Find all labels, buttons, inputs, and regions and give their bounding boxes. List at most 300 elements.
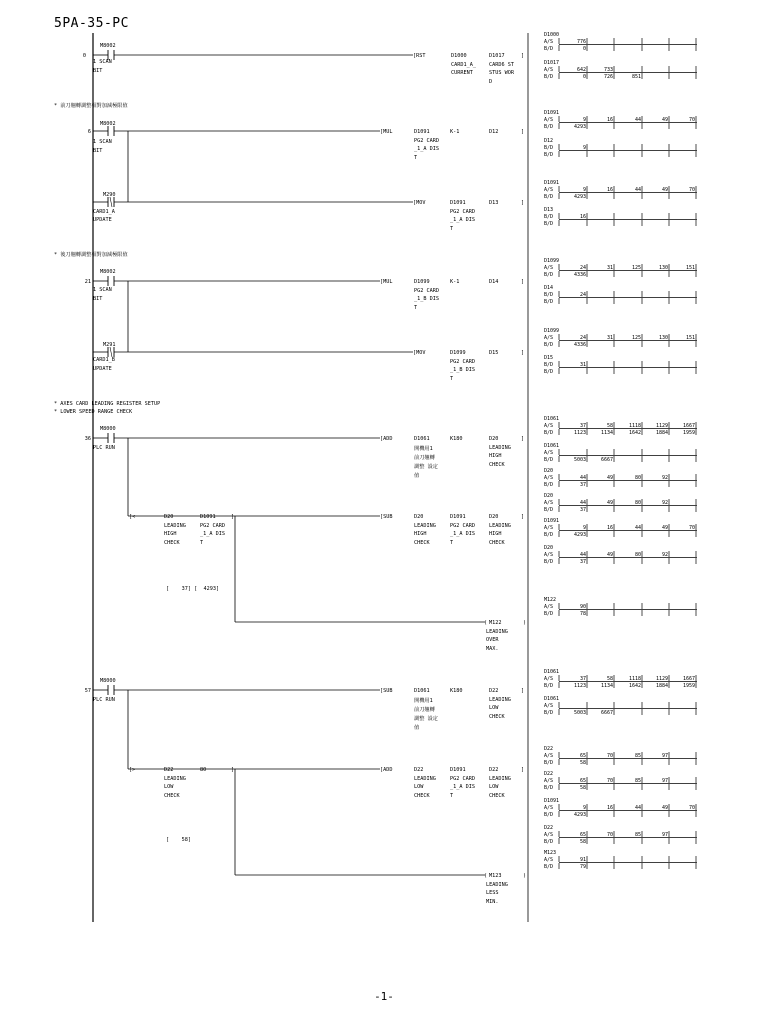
operand: D20 — [164, 514, 174, 520]
operand-comment: _1_A DIS — [200, 531, 225, 537]
monitor-value: 1118 — [628, 423, 641, 429]
monitor-value: 4336 — [573, 342, 586, 348]
instruction-mul: [MUL — [380, 279, 393, 285]
monitor-value: 1959 — [682, 683, 695, 689]
contact-address: M290 — [103, 192, 116, 198]
operand-comment: PG2 CARD — [414, 138, 439, 144]
operand-comment: PG2 CARD — [450, 359, 475, 365]
step-number: 21 — [84, 279, 91, 285]
monitor-value: 65 — [579, 832, 586, 838]
operand-comment: T — [450, 793, 454, 799]
monitor-device-name: D15 — [544, 355, 554, 361]
monitor-row-label: B/D — [544, 124, 554, 130]
operand-comment: LOW — [164, 784, 174, 790]
operand-comment: CURRENT — [451, 70, 473, 76]
monitor-device-name: D22 — [544, 746, 554, 752]
monitor-value: 58 — [606, 423, 613, 429]
monitor-value: 851 — [631, 74, 641, 80]
instruction-sub: [SUB — [380, 514, 393, 520]
operand-comment: LEADING — [489, 697, 511, 703]
operand-comment: CARD1_A_ — [451, 62, 476, 68]
monitor-value: 90 — [579, 604, 586, 610]
instruction-close-bracket: ] — [521, 279, 525, 285]
contact-comment: BIT — [93, 148, 103, 154]
operand: K180 — [450, 436, 463, 442]
contact-address: M8000 — [100, 678, 116, 684]
operand-comment: 前刀翹轉 — [414, 455, 435, 461]
operand: D13 — [489, 200, 499, 206]
contact-comment: CARD1_B — [93, 357, 115, 363]
monitor-value: 37 — [579, 482, 586, 488]
operand-comment: PG2 CARD — [450, 523, 475, 529]
monitor-row-label: B/D — [544, 214, 554, 220]
monitor-value: 16 — [606, 805, 613, 811]
operand-comment: HIGH — [489, 531, 502, 537]
monitor-value: 31 — [579, 362, 586, 368]
monitor-value: 92 — [661, 475, 668, 481]
operand-comment: CHECK — [489, 793, 505, 799]
monitor-row-label: B/D — [544, 482, 554, 488]
instruction-sub: [SUB — [380, 688, 393, 694]
operand-comment: LEADING — [164, 523, 186, 529]
monitor-value: 1667 — [682, 676, 695, 682]
instruction-mov: [MOV — [413, 200, 426, 206]
operand: D1061 — [414, 688, 430, 694]
operand: K-1 — [450, 129, 460, 135]
monitor-value: 125 — [631, 265, 641, 271]
operand-comment: T — [450, 226, 454, 232]
contact-comment: BIT — [93, 296, 103, 302]
monitor-row-label: B/D — [544, 760, 554, 766]
operand: D20 — [489, 514, 499, 520]
monitor-value: 16 — [579, 214, 586, 220]
operand-comment: LOW — [414, 784, 424, 790]
monitor-row-label: A/S — [544, 805, 554, 811]
monitor-row-label: B/D — [544, 369, 554, 375]
monitor-value: 37 — [579, 676, 586, 682]
operand: D12 — [489, 129, 499, 135]
operand-comment: D — [489, 79, 493, 85]
operand-comment: CHECK — [414, 540, 430, 546]
contact-comment: BIT — [93, 68, 103, 74]
monitor-device-name: D1091 — [544, 798, 560, 804]
monitor-device-name: D1061 — [544, 696, 560, 702]
monitor-row-label: A/S — [544, 265, 554, 271]
monitor-value: 31 — [606, 335, 613, 341]
monitor-value: 80 — [634, 552, 641, 558]
monitor-value: 1134 — [600, 683, 613, 689]
monitor-value: 5003 — [573, 710, 586, 716]
monitor-row-label: A/S — [544, 778, 554, 784]
coil-comment: MIN. — [486, 899, 499, 905]
monitor-value: 1134 — [600, 430, 613, 436]
monitor-value: 70 — [688, 525, 695, 531]
monitor-row-label: B/D — [544, 532, 554, 538]
operand-comment: CHECK — [414, 793, 430, 799]
monitor-value: 44 — [634, 525, 641, 531]
monitor-value: 9 — [582, 525, 586, 531]
monitor-value: 92 — [661, 500, 668, 506]
monitor-value: 1129 — [655, 423, 668, 429]
monitor-row-label: A/S — [544, 117, 554, 123]
instruction-close-bracket: ] — [231, 514, 235, 520]
operand: 80 — [200, 767, 207, 773]
operand-comment: _1_A DIS — [450, 217, 475, 223]
contact-address: M291 — [103, 342, 116, 348]
operand: D1091 — [414, 129, 430, 135]
monitor-value: 0 — [582, 46, 586, 52]
instruction-rst: [RST — [413, 53, 426, 59]
operand-comment: LOW — [489, 784, 499, 790]
monitor-value: 151 — [685, 265, 695, 271]
operand: D14 — [489, 279, 499, 285]
operand-comment: T — [414, 305, 418, 311]
monitor-value: 37 — [579, 507, 586, 513]
operand-comment: CARD6 ST — [489, 62, 514, 68]
monitor-value: 97 — [661, 778, 668, 784]
monitor-value: 58 — [579, 760, 586, 766]
monitor-row-label: A/S — [544, 604, 554, 610]
operand-comment: PG2 CARD — [414, 288, 439, 294]
monitor-value: 9 — [582, 117, 586, 123]
operand-comment: LEADING — [164, 776, 186, 782]
monitor-row-label: B/D — [544, 342, 554, 348]
monitor-row-label: A/S — [544, 525, 554, 531]
monitor-value: 65 — [579, 753, 586, 759]
monitor-row-label: B/D — [544, 683, 554, 689]
operand: K-1 — [450, 279, 460, 285]
monitor-value: 85 — [634, 778, 641, 784]
monitor-value: 70 — [606, 778, 613, 784]
operand-comment: T — [450, 540, 454, 546]
coil-close-icon: ) — [523, 620, 527, 626]
operand: D20 — [414, 514, 424, 520]
monitor-row-label: B/D — [544, 785, 554, 791]
operand-comment: HIGH — [164, 531, 177, 537]
monitor-value: 24 — [579, 292, 586, 298]
operand-comment: PG2 CARD — [450, 209, 475, 215]
instruction-close-bracket: ] — [521, 350, 525, 356]
coil-comment: LEADING — [486, 629, 508, 635]
operand: D22 — [489, 688, 499, 694]
operand-comment: CHECK — [489, 540, 505, 546]
monitor-value: 91 — [579, 857, 586, 863]
operand-comment: STUS WOR — [489, 70, 514, 76]
coil-address: M122 — [489, 620, 502, 626]
monitor-value: [ 58] — [166, 837, 191, 843]
instruction-mov: [MOV — [413, 350, 426, 356]
operand-comment: HIGH — [489, 453, 502, 459]
operand-comment: T — [200, 540, 204, 546]
operand: D22 — [164, 767, 174, 773]
operand: D1091 — [450, 767, 466, 773]
monitor-row-label: A/S — [544, 703, 554, 709]
monitor-value: 16 — [606, 525, 613, 531]
monitor-device-name: M122 — [544, 597, 557, 603]
monitor-value: 79 — [579, 864, 586, 870]
monitor-device-name: D1061 — [544, 443, 560, 449]
contact-comment: 1 SCAN — [93, 287, 112, 293]
coil-comment: LEADING — [486, 882, 508, 888]
monitor-row-label: B/D — [544, 292, 554, 298]
monitor-device-name: D12 — [544, 138, 554, 144]
monitor-value: 44 — [579, 475, 586, 481]
monitor-value: 4293 — [573, 532, 586, 538]
monitor-value: 70 — [688, 117, 695, 123]
operand: D1091 — [450, 200, 466, 206]
operand-comment: 調整 設定 — [414, 716, 438, 722]
monitor-row-label: A/S — [544, 39, 554, 45]
monitor-value: 130 — [658, 335, 668, 341]
operand: D22 — [489, 767, 499, 773]
operand-comment: LEADING — [414, 776, 436, 782]
monitor-value: 49 — [661, 525, 668, 531]
operand-comment: LEADING — [489, 523, 511, 529]
coil-open-icon: ( — [484, 620, 488, 626]
monitor-value: 37 — [579, 559, 586, 565]
monitor-value: 44 — [579, 500, 586, 506]
monitor-value: 49 — [661, 117, 668, 123]
monitor-row-label: B/D — [544, 457, 554, 463]
monitor-value: 65 — [579, 778, 586, 784]
monitor-value: 726 — [603, 74, 613, 80]
coil-address: M123 — [489, 873, 502, 879]
contact-comment: 1 SCAN — [93, 139, 112, 145]
operand-comment: 開機用1 — [414, 698, 433, 704]
monitor-value: 37 — [579, 423, 586, 429]
monitor-device-name: D1099 — [544, 328, 560, 334]
instruction-close-bracket: ] — [521, 436, 525, 442]
monitor-value: 9 — [582, 805, 586, 811]
operand-comment: _1_A DIS — [450, 531, 475, 537]
monitor-value: 5003 — [573, 457, 586, 463]
device-monitor-panel — [544, 32, 697, 870]
monitor-value: 125 — [631, 335, 641, 341]
monitor-value: 70 — [606, 832, 613, 838]
monitor-value: 1123 — [573, 683, 586, 689]
monitor-device-name: D20 — [544, 493, 554, 499]
monitor-value: 776 — [576, 39, 586, 45]
operand-comment: _1_B DIS — [414, 296, 439, 302]
monitor-row-label: B/D — [544, 362, 554, 368]
instruction-mul: [MUL — [380, 129, 393, 135]
contact-comment: 1 SCAN — [93, 59, 112, 65]
operand: D1099 — [450, 350, 466, 356]
monitor-value: 58 — [579, 839, 586, 845]
monitor-value: 4293 — [573, 124, 586, 130]
monitor-device-name: D20 — [544, 545, 554, 551]
operand: D1017 — [489, 53, 505, 59]
monitor-value: 80 — [634, 500, 641, 506]
monitor-value: 97 — [661, 832, 668, 838]
monitor-value: 49 — [606, 500, 613, 506]
monitor-value: 92 — [661, 552, 668, 558]
monitor-value: 78 — [579, 611, 586, 617]
operand-comment: _1_B DIS — [450, 367, 475, 373]
monitor-value: 70 — [606, 753, 613, 759]
step-number: 36 — [84, 436, 91, 442]
operand-comment: CHECK — [164, 540, 180, 546]
operand: D1091 — [200, 514, 216, 520]
monitor-row-label: B/D — [544, 864, 554, 870]
monitor-value: 642 — [576, 67, 586, 73]
monitor-row-label: A/S — [544, 335, 554, 341]
instruction-close-bracket: ] — [231, 767, 235, 773]
operand-comment: 開機用1 — [414, 446, 433, 452]
operand-comment: CHECK — [489, 714, 505, 720]
monitor-device-name: D1099 — [544, 258, 560, 264]
monitor-device-name: D14 — [544, 285, 554, 291]
rung-comment: * LOWER SPEED RANGE CHECK — [54, 409, 133, 415]
contact-address: M8002 — [100, 269, 116, 275]
monitor-row-label: B/D — [544, 152, 554, 158]
operand-comment: PG2 CARD — [200, 523, 225, 529]
operand: D1000 — [451, 53, 467, 59]
monitor-value: 1129 — [655, 676, 668, 682]
monitor-value: 49 — [661, 187, 668, 193]
operand-comment: _1_A DIS — [450, 784, 475, 790]
monitor-value: 97 — [661, 753, 668, 759]
contact-address: M8000 — [100, 426, 116, 432]
monitor-row-label: B/D — [544, 145, 554, 151]
monitor-row-label: A/S — [544, 450, 554, 456]
instruction-add: [ADD — [380, 767, 393, 773]
monitor-row-label: A/S — [544, 67, 554, 73]
coil-close-icon: ) — [523, 873, 527, 879]
monitor-value: 6667 — [600, 457, 613, 463]
operand-comment: HIGH — [414, 531, 427, 537]
monitor-value: 1118 — [628, 676, 641, 682]
operand: D20 — [489, 436, 499, 442]
monitor-value: 733 — [603, 67, 613, 73]
coil-open-icon: ( — [484, 873, 488, 879]
monitor-row-label: A/S — [544, 676, 554, 682]
monitor-device-name: D1091 — [544, 518, 560, 524]
monitor-value: 0 — [582, 74, 586, 80]
operand-comment: 前刀翹轉 — [414, 707, 435, 713]
step-number: 0 — [82, 53, 86, 59]
monitor-value: 44 — [634, 187, 641, 193]
monitor-value: 4293 — [573, 812, 586, 818]
monitor-value: 49 — [606, 475, 613, 481]
monitor-device-name: D22 — [544, 771, 554, 777]
monitor-row-label: B/D — [544, 710, 554, 716]
instruction-add: [ADD — [380, 436, 393, 442]
instruction-close-bracket: ] — [521, 767, 525, 773]
contact-comment: PLC RUN — [93, 445, 115, 451]
monitor-row-label: B/D — [544, 812, 554, 818]
contact-address: M8002 — [100, 121, 116, 127]
monitor-value: 9 — [582, 145, 586, 151]
instruction-compare: [> — [129, 767, 136, 773]
contact-comment: CARD1_A — [93, 209, 115, 215]
operand: D1099 — [414, 279, 430, 285]
monitor-value: 1123 — [573, 430, 586, 436]
monitor-value: 85 — [634, 832, 641, 838]
rung-21 — [85, 269, 524, 382]
monitor-value: 4336 — [573, 272, 586, 278]
operand-comment: LEADING — [489, 776, 511, 782]
monitor-value: 130 — [658, 265, 668, 271]
coil-comment: OVER — [486, 637, 499, 643]
monitor-value: 80 — [634, 475, 641, 481]
contact-comment: UPDATE — [93, 366, 112, 372]
monitor-row-label: B/D — [544, 507, 554, 513]
monitor-row-label: B/D — [544, 559, 554, 565]
operand: D22 — [414, 767, 424, 773]
instruction-close-bracket: ] — [521, 53, 525, 59]
monitor-value: 58 — [579, 785, 586, 791]
monitor-row-label: B/D — [544, 74, 554, 80]
coil-comment: LESS — [486, 890, 499, 896]
operand-comment: LEADING — [489, 445, 511, 451]
instruction-close-bracket: ] — [521, 129, 525, 135]
operand: D1091 — [450, 514, 466, 520]
monitor-device-name: D1017 — [544, 60, 560, 66]
monitor-device-name: D1061 — [544, 669, 560, 675]
monitor-device-name: M123 — [544, 850, 557, 856]
monitor-value: 58 — [606, 676, 613, 682]
monitor-row-label: B/D — [544, 611, 554, 617]
operand: K180 — [450, 688, 463, 694]
monitor-value: 6667 — [600, 710, 613, 716]
operand-comment: LEADING — [414, 523, 436, 529]
monitor-value: 44 — [634, 117, 641, 123]
rung-0 — [83, 43, 524, 85]
monitor-row-label: A/S — [544, 423, 554, 429]
monitor-value: 31 — [606, 265, 613, 271]
operand-comment: T — [414, 155, 418, 161]
monitor-row-label: B/D — [544, 839, 554, 845]
coil-comment: MAX. — [486, 646, 499, 652]
monitor-row-label: B/D — [544, 272, 554, 278]
instruction-close-bracket: ] — [521, 514, 525, 520]
monitor-value: 16 — [606, 117, 613, 123]
operand: D15 — [489, 350, 499, 356]
monitor-value: 1959 — [682, 430, 695, 436]
monitor-row-label: B/D — [544, 299, 554, 305]
operand-comment: _1_A DIS — [414, 146, 439, 152]
operand-comment: CHECK — [164, 793, 180, 799]
monitor-row-label: B/D — [544, 194, 554, 200]
rung-comment: * 後刀翹轉調整相對加減極限值 — [54, 252, 128, 258]
monitor-device-name: D13 — [544, 207, 554, 213]
monitor-value: 70 — [688, 805, 695, 811]
operand: D1061 — [414, 436, 430, 442]
page-title: 5PA-35-PC — [54, 16, 129, 31]
monitor-value: 70 — [688, 187, 695, 193]
monitor-device-name: D20 — [544, 468, 554, 474]
contact-comment: PLC RUN — [93, 697, 115, 703]
operand-comment: 值 — [414, 473, 420, 479]
page-number: -1- — [374, 990, 394, 1003]
step-number: 6 — [87, 129, 91, 135]
rung-36 — [85, 426, 526, 652]
rung-57 — [85, 678, 526, 905]
monitor-value: 44 — [579, 552, 586, 558]
monitor-value: 1667 — [682, 423, 695, 429]
monitor-row-label: A/S — [544, 753, 554, 759]
monitor-device-name: D1091 — [544, 110, 560, 116]
rung-comment: * AXES CARD LEADING REGISTER SETUP — [54, 401, 161, 407]
monitor-value: [ 37] [ 4293] — [166, 586, 220, 592]
monitor-device-name: D1000 — [544, 32, 560, 38]
monitor-value: 49 — [606, 552, 613, 558]
monitor-value: 9 — [582, 187, 586, 193]
contact-address: M8002 — [100, 43, 116, 49]
monitor-value: 49 — [661, 805, 668, 811]
step-number: 57 — [84, 688, 91, 694]
